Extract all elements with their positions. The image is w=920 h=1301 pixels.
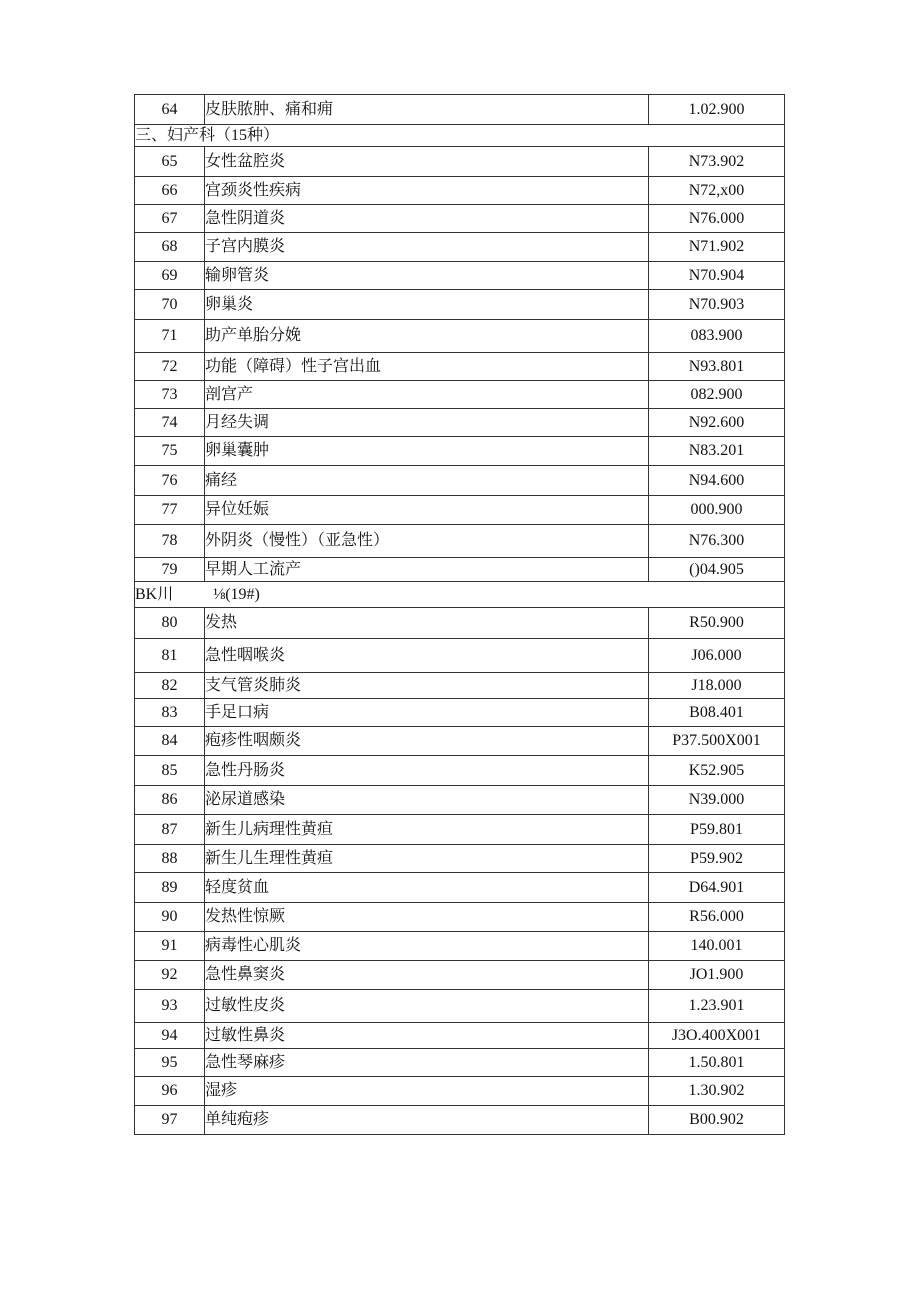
- diagnosis-code: 000.900: [649, 496, 785, 525]
- row-number: 88: [135, 845, 205, 873]
- diagnosis-code: JO1.900: [649, 961, 785, 990]
- table-row: [135, 1023, 785, 1049]
- table-row: [135, 558, 785, 582]
- table-row: [135, 673, 785, 699]
- table-row: [135, 233, 785, 262]
- table-row: [135, 786, 785, 815]
- diagnosis-code: N83.201: [649, 437, 785, 466]
- row-number: 73: [135, 381, 205, 409]
- disease-name: 病毒性心肌炎: [205, 932, 649, 961]
- table-row: [135, 353, 785, 381]
- disease-name: 湿疹: [205, 1077, 649, 1106]
- table-row: [135, 932, 785, 961]
- disease-name: 支气管炎肺炎: [205, 673, 649, 699]
- table-body: [135, 95, 785, 1135]
- row-number: 76: [135, 466, 205, 496]
- row-number: 87: [135, 815, 205, 845]
- diagnosis-code: 083.900: [649, 320, 785, 353]
- row-number: 66: [135, 177, 205, 205]
- row-number: 89: [135, 873, 205, 903]
- table-row: [135, 873, 785, 903]
- disease-name: 过敏性鼻炎: [205, 1023, 649, 1049]
- diagnosis-code: N76.000: [649, 205, 785, 233]
- row-number: 90: [135, 903, 205, 932]
- table-row: [135, 699, 785, 727]
- disease-name: 卵巢囊肿: [205, 437, 649, 466]
- section-title: BK川 ⅛(19#): [135, 582, 785, 608]
- row-number: 82: [135, 673, 205, 699]
- disease-name: 卵巢炎: [205, 290, 649, 320]
- row-number: 96: [135, 1077, 205, 1106]
- disease-name: 急性阴道炎: [205, 205, 649, 233]
- table-row: [135, 437, 785, 466]
- disease-name: 单纯疱疹: [205, 1106, 649, 1135]
- disease-name: 异位妊娠: [205, 496, 649, 525]
- disease-name: 宫颈炎性疾病: [205, 177, 649, 205]
- diagnosis-code: ()04.905: [649, 558, 785, 582]
- row-number: 77: [135, 496, 205, 525]
- row-number: 71: [135, 320, 205, 353]
- table-row: [135, 1106, 785, 1135]
- table-row: [135, 845, 785, 873]
- disease-name: 女性盆腔炎: [205, 147, 649, 177]
- row-number: 64: [135, 95, 205, 125]
- disease-name: 子宫内膜炎: [205, 233, 649, 262]
- row-number: 74: [135, 409, 205, 437]
- table-row: [135, 1049, 785, 1077]
- table-row: [135, 1077, 785, 1106]
- diagnosis-code: 1.02.900: [649, 95, 785, 125]
- diagnosis-code: B00.902: [649, 1106, 785, 1135]
- row-number: 86: [135, 786, 205, 815]
- diagnosis-code: N94.600: [649, 466, 785, 496]
- row-number: 83: [135, 699, 205, 727]
- section-header-row: [135, 125, 785, 147]
- diagnosis-code: J3O.400X001: [649, 1023, 785, 1049]
- diagnosis-code: N76.300: [649, 525, 785, 558]
- disease-name: 功能（障碍）性子宫出血: [205, 353, 649, 381]
- diagnosis-code: 1.23.901: [649, 990, 785, 1023]
- row-number: 75: [135, 437, 205, 466]
- table-row: [135, 525, 785, 558]
- section-header-row: [135, 582, 785, 608]
- diagnosis-code: N92.600: [649, 409, 785, 437]
- diagnosis-code: 1.30.902: [649, 1077, 785, 1106]
- diagnosis-code: R50.900: [649, 608, 785, 639]
- diagnosis-code: J18.000: [649, 673, 785, 699]
- table-row: [135, 990, 785, 1023]
- disease-name: 外阴炎（慢性）（亚急性）: [205, 525, 649, 558]
- disease-name: 发热性惊厥: [205, 903, 649, 932]
- diagnosis-code: N70.904: [649, 262, 785, 290]
- table-row: [135, 756, 785, 786]
- diagnosis-code: N70.903: [649, 290, 785, 320]
- disease-name: 剖宫产: [205, 381, 649, 409]
- diagnosis-code: N71.902: [649, 233, 785, 262]
- diagnosis-code: P59.801: [649, 815, 785, 845]
- row-number: 81: [135, 639, 205, 673]
- row-number: 67: [135, 205, 205, 233]
- disease-name: 发热: [205, 608, 649, 639]
- table-row: [135, 205, 785, 233]
- diagnosis-code: N93.801: [649, 353, 785, 381]
- row-number: 80: [135, 608, 205, 639]
- disease-name: 月经失调: [205, 409, 649, 437]
- table-row: [135, 496, 785, 525]
- diagnosis-code: 1.50.801: [649, 1049, 785, 1077]
- table-row: [135, 320, 785, 353]
- row-number: 78: [135, 525, 205, 558]
- diagnosis-code: R56.000: [649, 903, 785, 932]
- table-row: [135, 177, 785, 205]
- diagnosis-code: P59.902: [649, 845, 785, 873]
- table-row: [135, 608, 785, 639]
- diagnosis-code: 082.900: [649, 381, 785, 409]
- disease-name: 过敏性皮炎: [205, 990, 649, 1023]
- row-number: 92: [135, 961, 205, 990]
- row-number: 65: [135, 147, 205, 177]
- diagnosis-code: 140.001: [649, 932, 785, 961]
- table-row: [135, 639, 785, 673]
- table-row: [135, 409, 785, 437]
- row-number: 79: [135, 558, 205, 582]
- row-number: 70: [135, 290, 205, 320]
- disease-name: 输卵管炎: [205, 262, 649, 290]
- disease-name: 手足口病: [205, 699, 649, 727]
- row-number: 72: [135, 353, 205, 381]
- disease-code-table: [134, 94, 785, 1135]
- row-number: 68: [135, 233, 205, 262]
- row-number: 94: [135, 1023, 205, 1049]
- disease-name: 急性鼻窦炎: [205, 961, 649, 990]
- table-row: [135, 381, 785, 409]
- table-row: [135, 147, 785, 177]
- table-row: [135, 727, 785, 756]
- table-row: [135, 262, 785, 290]
- table-row: [135, 466, 785, 496]
- section-title: 三、妇产科（15种）: [135, 125, 785, 147]
- disease-name: 助产单胎分娩: [205, 320, 649, 353]
- row-number: 84: [135, 727, 205, 756]
- table-row: [135, 815, 785, 845]
- row-number: 69: [135, 262, 205, 290]
- diagnosis-code: N39.000: [649, 786, 785, 815]
- diagnosis-code: N72,x00: [649, 177, 785, 205]
- table-row: [135, 903, 785, 932]
- diagnosis-code: N73.902: [649, 147, 785, 177]
- table-row: [135, 961, 785, 990]
- diagnosis-code: P37.500X001: [649, 727, 785, 756]
- row-number: 85: [135, 756, 205, 786]
- diagnosis-code: D64.901: [649, 873, 785, 903]
- disease-name: 轻度贫血: [205, 873, 649, 903]
- disease-name: 急性丹肠炎: [205, 756, 649, 786]
- disease-name: 皮肤脓肿、痛和痈: [205, 95, 649, 125]
- disease-name: 疱疹性咽颇炎: [205, 727, 649, 756]
- row-number: 95: [135, 1049, 205, 1077]
- diagnosis-code: B08.401: [649, 699, 785, 727]
- disease-name: 泌尿道感染: [205, 786, 649, 815]
- diagnosis-code: J06.000: [649, 639, 785, 673]
- table-row: [135, 95, 785, 125]
- disease-name: 新生儿病理性黄疸: [205, 815, 649, 845]
- disease-name: 痛经: [205, 466, 649, 496]
- disease-name: 急性咽喉炎: [205, 639, 649, 673]
- row-number: 91: [135, 932, 205, 961]
- diagnosis-code: K52.905: [649, 756, 785, 786]
- row-number: 97: [135, 1106, 205, 1135]
- row-number: 93: [135, 990, 205, 1023]
- disease-name: 急性琴麻疹: [205, 1049, 649, 1077]
- table-row: [135, 290, 785, 320]
- disease-name: 新生儿生理性黄疸: [205, 845, 649, 873]
- disease-name: 早期人工流产: [205, 558, 649, 582]
